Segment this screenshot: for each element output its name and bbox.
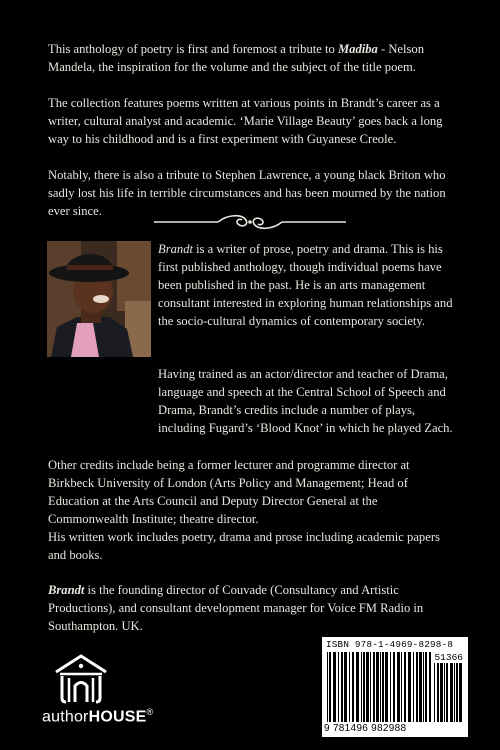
bio-paragraph-2: Having trained as an actor/director and teacher of Drama, language and speech at the Central School of Speech and Drama, Brandt’s credits include a number of plays, including Fugard’s ‘Blood Knot’ in which he played Zach. xyxy=(158,367,453,435)
isbn-barcode-box xyxy=(322,637,468,737)
bio-paragraph-4: His written work includes poetry, drama and prose including academic papers and books. xyxy=(48,530,440,562)
author-name: Brandt xyxy=(48,583,85,597)
intro-paragraph-3: Notably, there is also a tribute to Stephen Lawrence, a young black Briton who sadly lost his life in terrible circumstances and has been mourned by the nation ever since. xyxy=(48,168,446,218)
isbn-text: ISBN 978-1-4969-8298-8 xyxy=(326,639,454,650)
intro-text: This anthology of poetry is first and foremost a tribute to xyxy=(48,42,338,56)
author-photo xyxy=(47,241,151,357)
bio-paragraph-1 xyxy=(158,240,458,330)
intro-text: - Nelson Mandela, the inspiration for the volume and the subject of the title poem. xyxy=(48,42,425,74)
bio-text: is the founding director of Couvade (Consultancy and Artistic Productions), and consultant development manager for Voice FM Radio in Southampton. UK. xyxy=(48,583,424,633)
price-code: 51366 xyxy=(434,652,463,663)
author-name: Brandt xyxy=(158,242,193,256)
publisher-logo-text: authorHOUSE® xyxy=(42,707,154,726)
house-logo-icon xyxy=(50,652,112,704)
addon-barcode-bars xyxy=(434,663,464,722)
madiba-emphasis: Madiba xyxy=(337,42,378,56)
bio-paragraph-3: Other credits include being a former lecturer and programme director at Birkbeck University of London (Arts Policy and Management; Head of Education at the Arts Council and Deputy Director General at the Commonwealth Institute; theatre director. xyxy=(48,458,410,526)
bio-paragraph-5 xyxy=(48,581,458,635)
bio-text: is a writer of prose, poetry and drama. This is his first published anthology, though individual poems have been published in the past. He is an arts management consultant interested in exploring human relationships and the socio-cultural dynamics of contemporary society. xyxy=(158,242,453,328)
barcode-bars xyxy=(327,652,431,722)
intro-paragraph-2: The collection features poems written at various points in Brandt’s career as a writer, cultural analyst and academic. ‘Marie Village Beauty’ goes back a long way to his childhood and is a first experiment with Guyanese Creole. xyxy=(48,96,443,146)
barcode-digits: 9 781496 982988 xyxy=(324,723,407,734)
intro-paragraph-1 xyxy=(48,40,458,76)
ornament-divider xyxy=(150,211,350,233)
